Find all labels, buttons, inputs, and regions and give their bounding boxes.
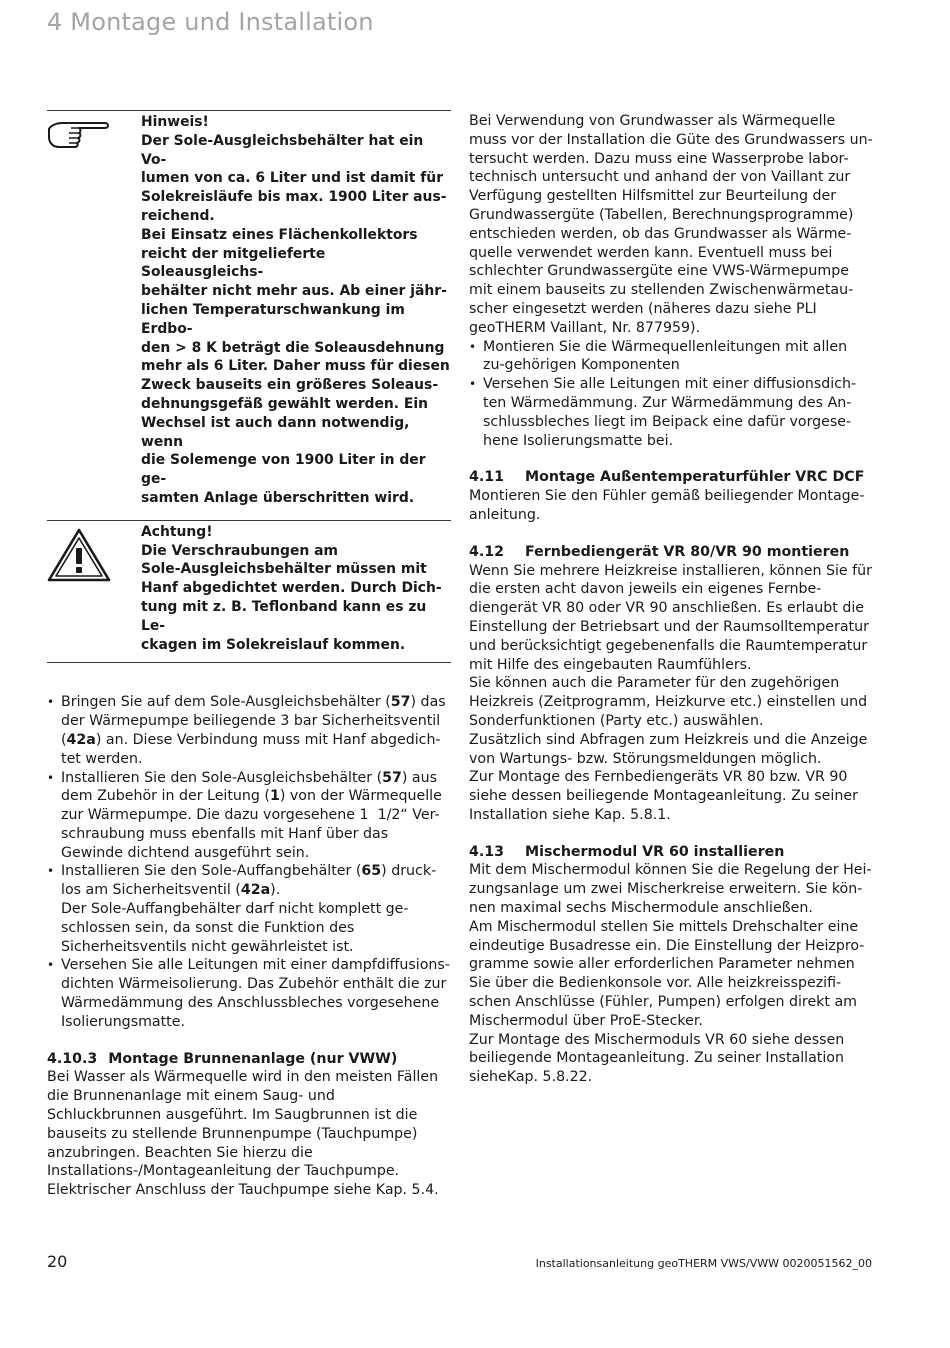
list-item: • Montieren Sie die Wärmequellenleitungen mit allen zu-gehörigen Komponenten	[469, 338, 873, 376]
list-item-note: Der Sole-Auffangbehälter darf nicht komplett ge-schlossen sein, da sonst die Funktion des Sicherheitsventils nicht gewährleistet ist.	[61, 901, 409, 955]
hinweis-line: Zweck bauseits ein größeres Soleaus-	[141, 377, 439, 394]
part-reference: 57	[390, 694, 411, 711]
section-heading-4-11	[469, 468, 873, 487]
section-paragraph: Mit dem Mischermodul können Sie die Regelung der Hei-zungsanlage um zwei Mischerkreise erweitern. Sie kön-nen maximal sechs Mischermodule anschließen.	[469, 862, 872, 917]
part-reference: 65	[361, 863, 382, 880]
hinweis-line: Der Sole-Ausgleichsbehälter hat ein Vo-	[141, 132, 424, 168]
list-item-text: ) an. Diese Verbindung muss mit Hanf abgedich-tet werden.	[61, 731, 441, 767]
notice-achtung-text	[141, 523, 451, 655]
hinweis-line: dehnungsgefäß gewählt werden. Ein	[141, 395, 429, 412]
section-number: 4.13	[469, 843, 505, 860]
groundwater-intro-paragraph: Bei Verwendung von Grundwasser als Wärmequelle muss vor der Installation die Güte des Grundwassers un-tersucht werden. Dazu muss eine Wasserprobe labor-technisch untersucht und anhand der von Vaillant zur Verfügung gestellten Hilfsmittel zur Beurteilung der Grundwassergüte (Tabellen, Berechnungsprogramme) entschieden werden, ob das Grundwasser als Wärme-quelle verwendet werden kann. Eventuell muss bei schlechter Grundwassergüte eine VWS-Wärmepumpe mit einem bauseits zu stellenden Zwischenwärmetau-scher eingesetzt werden (näheres dazu siehe PLI geoTHERM Vaillant, Nr. 877959).	[469, 113, 873, 336]
hinweis-line: lumen von ca. 6 Liter und ist damit für	[141, 170, 444, 187]
hinweis-line: mehr als 6 Liter. Daher muss für diesen	[141, 358, 450, 375]
achtung-line: Sole-Ausgleichsbehälter müssen mit	[141, 561, 427, 578]
list-item-text: ).	[270, 882, 281, 899]
list-item	[47, 769, 451, 863]
section-paragraph: Am Mischermodul stellen Sie mittels Drehschalter eine eindeutige Busadresse ein. Die Einstellung der Heizpro-gramme sowie aller erforderlichen Parameter nehmen Sie über die Bedienkonsole vor. Alle heizkreisspezifi-schen Anschlüsse (Fühler, Pumpen) erfolgen direkt am Mischermodul über ProE-Stecker.	[469, 918, 865, 1029]
section-number: 4.11	[469, 469, 505, 486]
hinweis-line: lichen Temperaturschwankung im Erdbo-	[141, 301, 405, 337]
list-item-text: ) von der Wärmequelle zur Wärmepumpe. Die dazu vorgesehene 1 1/2“ Ver-schraubung muss ebenfalls mit Hanf über das Gewinde dichtend ausgeführt sein.	[61, 788, 442, 861]
page-number: 20	[47, 1252, 68, 1271]
warning-triangle-icon	[47, 527, 111, 587]
hinweis-line: die Solemenge von 1900 Liter in der ge-	[141, 452, 426, 488]
section-number: 4.12	[469, 543, 505, 560]
installation-steps-list	[47, 693, 451, 1031]
hinweis-line: reicht der mitgelieferte Soleausgleichs-	[141, 245, 326, 281]
section-number: 4.10.3	[47, 1050, 98, 1067]
groundwater-steps-list	[469, 338, 873, 451]
section-text-brunnenanlage: Bei Wasser als Wärmequelle wird in den meisten Fällen die Brunnenanlage mit einem Saug- und Schluckbrunnen ausgeführt. Im Saugbrunnen ist die bauseits zu stellende Brunnenpumpe (Tauchpumpe) anzubringen. Beachten Sie hierzu die Installations-/Montageanleitung der Tauchpumpe. Elektrischer Anschluss der Tauchpumpe siehe Kap. 5.4.	[47, 1069, 439, 1199]
part-reference: 57	[382, 769, 402, 786]
part-reference: 42a	[66, 731, 96, 748]
list-item-text: Bringen Sie auf dem Sole-Ausgleichsbehälter (	[61, 694, 391, 711]
hinweis-line: Solekreisläufe bis max. 1900 Liter aus-	[141, 189, 447, 206]
list-item-text: ) aus dem Zubehör in der Leitung (	[61, 769, 438, 805]
hinweis-line: reichend.	[141, 207, 215, 224]
hinweis-line: den > 8 K beträgt die Soleausdehnung	[141, 339, 445, 356]
left-column	[47, 110, 451, 1200]
pointing-hand-icon	[47, 117, 111, 155]
section-paragraph: Sie können auch die Parameter für den zugehörigen Heizkreis (Zeitprogramm, Heizkurve etc.) einstellen und Sonderfunktionen (Party etc.) auswählen.	[469, 675, 868, 729]
hinweis-heading: Hinweis!	[141, 114, 209, 130]
notice-achtung	[47, 520, 451, 664]
hinweis-line: Wechsel ist auch dann notwendig, wenn	[141, 414, 410, 450]
section-title: Fernbediengerät VR 80/VR 90 montieren	[525, 543, 850, 560]
section-paragraph: Zur Montage des Fernbediengeräts VR 80 bzw. VR 90 siehe dessen beiliegende Montageanleitung. Zu seiner Installation siehe Kap. 5.8.1.	[469, 769, 858, 823]
section-text-4-11: Montieren Sie den Fühler gemäß beiliegender Montage-anleitung.	[469, 488, 865, 523]
part-reference: 42a	[240, 882, 271, 899]
document-info: Installationsanleitung geoTHERM VWS/VWW 0020051562_00	[535, 1257, 872, 1270]
section-title: Mischermodul VR 60 installieren	[525, 843, 785, 860]
achtung-heading: Achtung!	[141, 523, 213, 540]
list-item-text: ) das der Wärmepumpe beiliegende 3 bar Sicherheitsventil (	[61, 694, 446, 748]
achtung-line: Hanf abgedichtet werden. Durch Dich-	[141, 580, 442, 597]
list-item-text: Installieren Sie den Sole-Auffangbehälter (	[61, 863, 362, 880]
section-paragraph: Zur Montage des Mischermoduls VR 60 siehe dessen beiliegende Montageanleitung. Zu seiner Installation sieheKap. 5.8.22.	[469, 1031, 845, 1086]
list-item	[47, 956, 451, 1031]
list-item-text: Installieren Sie den Sole-Ausgleichsbehälter (	[61, 769, 383, 786]
right-column	[469, 112, 873, 1087]
hinweis-line: behälter nicht mehr aus. Ab einer jähr-	[141, 283, 447, 300]
list-item-text: ) druck-los am Sicherheitsventil (	[61, 863, 437, 899]
achtung-line: Die Verschraubungen am	[141, 542, 338, 559]
section-heading-4-13	[469, 843, 873, 862]
list-item	[47, 862, 451, 956]
notice-hinweis	[47, 110, 451, 514]
achtung-line: tung mit z. B. Teflonband kann es zu Le-	[141, 598, 427, 634]
section-heading-brunnenanlage	[47, 1050, 451, 1069]
section-paragraph: Zusätzlich sind Abfragen zum Heizkreis und die Anzeige von Wartungs- bzw. Störungsmeldungen möglich.	[469, 731, 868, 767]
section-title: Montage Außentemperaturfühler VRC DCF	[525, 469, 865, 486]
page-header-title: 4 Montage und Installation	[47, 8, 374, 36]
list-item: • Versehen Sie alle Leitungen mit einer diffusionsdich-ten Wärmedämmung. Zur Wärmedämmung des An-schlussbleches liegt im Beipack eine dafür vorgese-hene Isolierungsmatte bei.	[469, 375, 873, 450]
list-item-text: Versehen Sie alle Leitungen mit einer dampfdiffusions-dichten Wärmeisolierung. Das Zubehör enthält die zur Wärmedämmung des Anschlussbleches vorgesehene Isolierungsmatte.	[61, 957, 450, 1030]
achtung-line: ckagen im Solekreislauf kommen.	[141, 636, 406, 653]
section-title: Montage Brunnenanlage (nur VWW)	[108, 1050, 398, 1067]
hinweis-line: samten Anlage überschritten wird.	[141, 489, 415, 506]
hinweis-line: Bei Einsatz eines Flächenkollektors	[141, 226, 418, 243]
list-item	[47, 693, 451, 768]
notice-hinweis-text	[141, 113, 451, 508]
part-reference: 1	[269, 788, 280, 805]
section-heading-4-12	[469, 543, 873, 562]
section-paragraph: Wenn Sie mehrere Heizkreise installieren, können Sie für die ersten acht davon jeweils ein eigenes Fernbe-diengerät VR 80 oder VR 90 anschließen. Es erlaubt die Einstellung der Betriebsart und der Raumsolltemperatur und berücksichtigt gegebenenfalls die Raumtemperatur mit Hilfe des eingebauten Raumfühlers.	[469, 562, 872, 673]
